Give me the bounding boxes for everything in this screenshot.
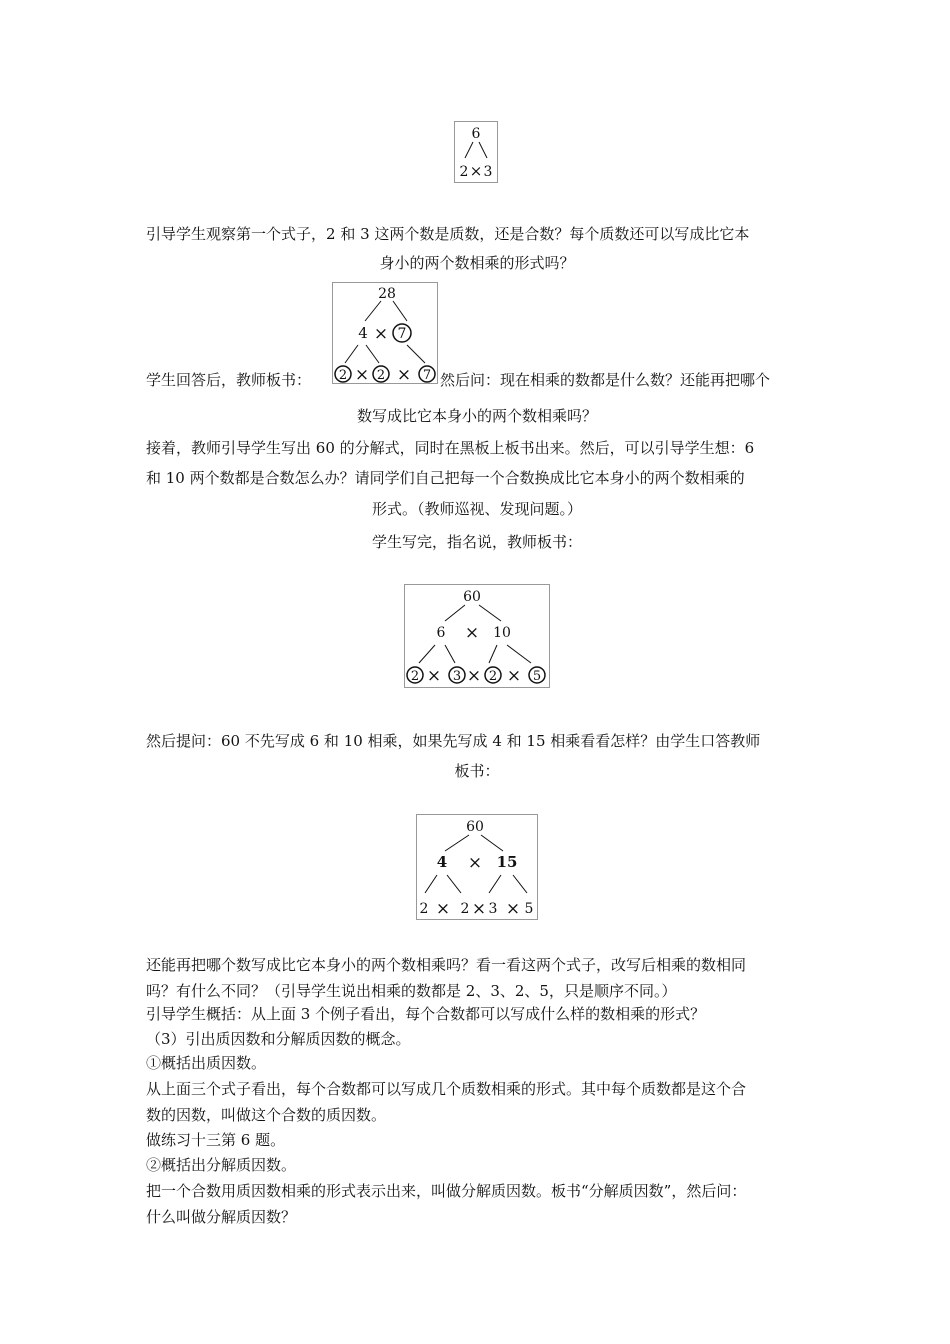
paragraph-factorization: ②概括出分解质因数。 [146, 1156, 297, 1174]
tree-root: 60 [466, 819, 484, 835]
times-sign: × [466, 666, 482, 686]
paragraph-definition-2: 数的因数，叫做这个合数的质因数。 [146, 1106, 387, 1124]
prime-2: 3 [452, 669, 462, 684]
prime-3: 3 [488, 901, 498, 917]
paragraph-definition: 从上面三个式子看出，每个合数都可以写成几个质数相乘的形式。其中每个质数都是这个合 [146, 1080, 747, 1098]
tree-root: 6 [471, 126, 481, 142]
paragraph-compare-2: 吗？有什么不同？（引导学生说出相乘的数都是 2、3、2、5，只是顺序不同。） [146, 982, 677, 1000]
paragraph-exercise: 做练习十三第 6 题。 [146, 1131, 286, 1149]
paragraph-observe-cont: 身小的两个数相乘的形式吗？ [379, 254, 575, 272]
factor-left: 2 [459, 164, 469, 180]
paragraph-compare: 还能再把哪个数写成比它本身小的两个数相乘吗？看一看这两个式子，改写后相乘的数相同 [146, 956, 747, 974]
prime-3: 7 [422, 368, 432, 383]
paragraph-60-intro-3: 形式。（教师巡视、发现问题。） [371, 500, 582, 518]
times-sign: × [471, 899, 487, 919]
factor-tree-6 [454, 121, 498, 183]
prime-4: 5 [524, 901, 534, 917]
branch-line [513, 875, 527, 893]
mid-left: 4 [436, 853, 448, 871]
prime-4: 5 [532, 669, 542, 684]
branch-line [425, 875, 437, 893]
branch-line [479, 605, 501, 621]
paragraph-question-4-15: 然后提问：60 不先写成 6 和 10 相乘，如果先写成 4 和 15 相乘看看怎样？由学生口答教师 [146, 732, 761, 750]
paragraph-factorization-def: 把一个合数用质因数相乘的形式表示出来，叫做分解质因数。板书“分解质因数”，然后问： [146, 1182, 747, 1200]
branch-line [445, 835, 469, 851]
times-sign: × [373, 324, 389, 344]
paragraph-60-intro-2: 和 10 两个数都是合数怎么办？请同学们自己把每一个合数换成比它本身小的两个数相乘的 [146, 469, 745, 487]
branch-line [445, 605, 465, 621]
branch-line [419, 645, 435, 663]
times-sign: × [435, 899, 451, 919]
branch-line [447, 875, 461, 893]
prime-1: 2 [419, 901, 429, 917]
tree-root: 60 [463, 589, 481, 605]
paragraph-factorization-def-2: 什么叫做分解质因数？ [146, 1208, 297, 1226]
times-sign: × [467, 853, 483, 873]
paragraph-question-4-15-cont: 板书： [454, 762, 500, 780]
prime-1: 2 [338, 368, 348, 383]
times-sign: × [426, 666, 442, 686]
prime-3: 2 [488, 669, 498, 684]
factor-right: 3 [483, 164, 493, 180]
times-sign: × [506, 666, 522, 686]
branch-line [489, 645, 497, 663]
mid-left: 6 [436, 625, 446, 641]
branch-line [366, 345, 379, 363]
factor-tree-60-b [416, 814, 538, 920]
mid-right-prime: 7 [397, 326, 407, 342]
branch-line [345, 345, 358, 363]
branch-line [393, 301, 407, 321]
branch-line [507, 645, 531, 663]
mid-right: 10 [493, 625, 511, 641]
branch-line [481, 835, 503, 851]
paragraph-board-28: 学生回答后，教师板书： [146, 371, 312, 389]
branch-line [407, 345, 425, 363]
times-sign: × [354, 365, 370, 383]
branch-line [479, 142, 487, 158]
paragraph-observe: 引导学生观察第一个式子，2 和 3 这两个数是质数，还是合数？每个质数还可以写成比它本 [146, 225, 750, 243]
paragraph-board-28-after: 然后问：现在相乘的数都是什么数？还能再把哪个 [440, 371, 771, 389]
paragraph-section-3: （3）引出质因数和分解质因数的概念。 [146, 1030, 411, 1048]
prime-2: 2 [460, 901, 470, 917]
paragraph-prime-factor: ①概括出质因数。 [146, 1054, 267, 1072]
prime-2: 2 [376, 368, 386, 383]
prime-1: 2 [410, 669, 420, 684]
paragraph-students-write: 学生写完，指名说，教师板书： [371, 533, 582, 551]
paragraph-board-28-cont: 数写成比它本身小的两个数相乘吗？ [356, 407, 597, 425]
times-sign: × [469, 162, 483, 180]
tree-root: 28 [378, 286, 396, 302]
paragraph-summarize: 引导学生概括：从上面 3 个例子看出，每个合数都可以写成什么样的数相乘的形式？ [146, 1005, 706, 1023]
mid-left: 4 [358, 324, 368, 342]
mid-right: 15 [496, 853, 518, 871]
branch-line [445, 645, 455, 663]
branch-line [465, 142, 473, 158]
times-sign: × [464, 623, 480, 643]
branch-line [489, 875, 501, 893]
factor-tree-60-a [404, 584, 550, 688]
times-sign: × [396, 365, 412, 383]
branch-line [365, 301, 381, 321]
paragraph-60-intro: 接着，教师引导学生写出 60 的分解式，同时在黑板上板书出来。然后，可以引导学生想：6 [146, 439, 755, 457]
times-sign: × [505, 899, 521, 919]
